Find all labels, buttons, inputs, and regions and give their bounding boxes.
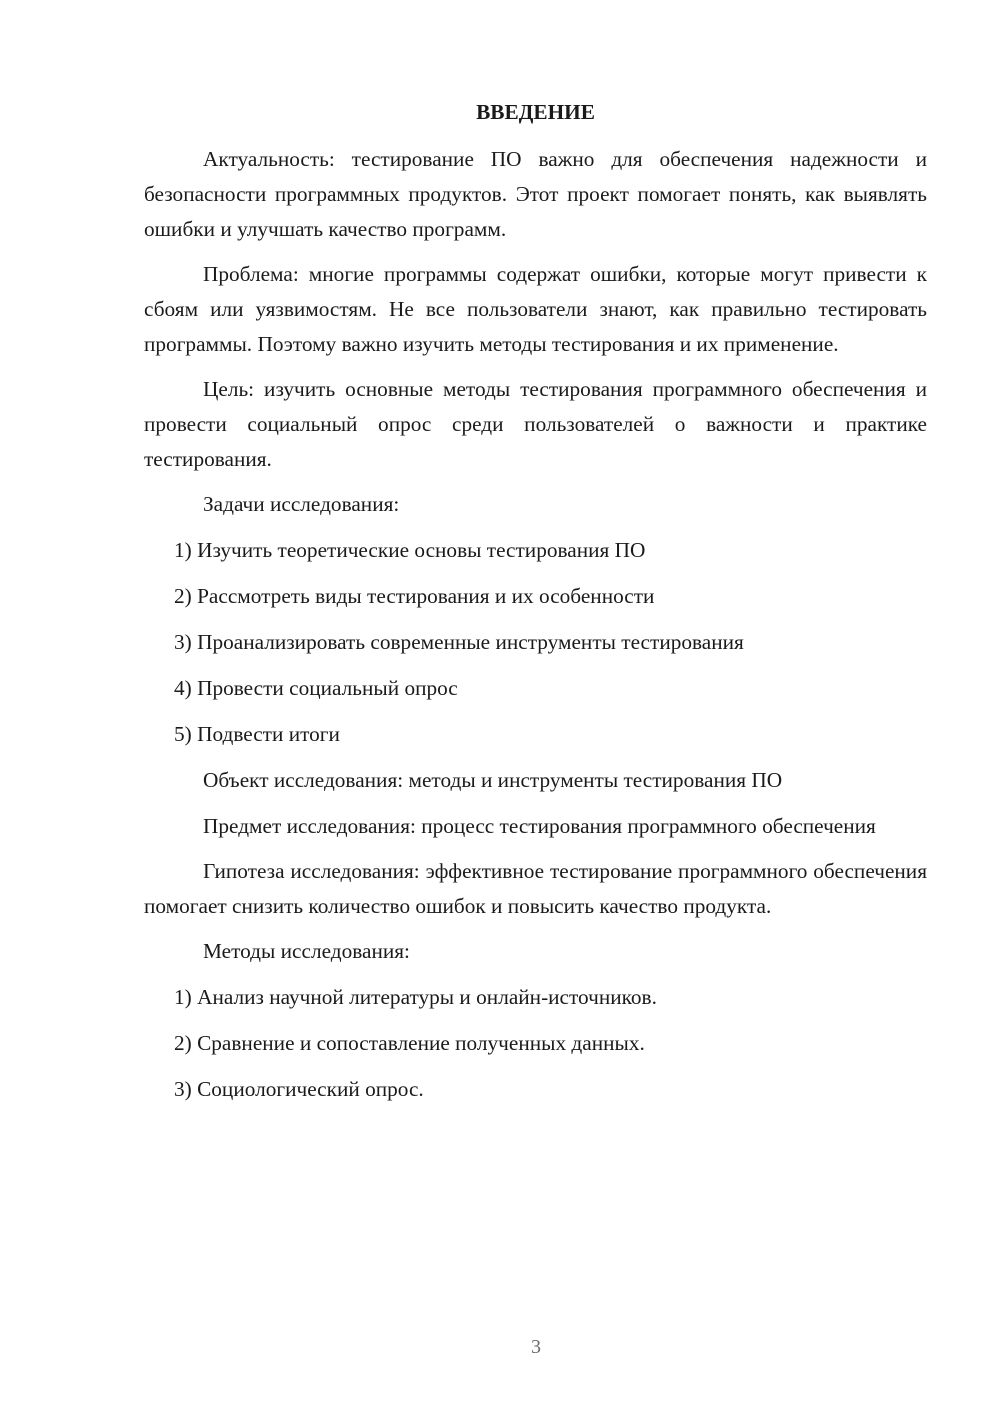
page-body [144, 142, 927, 1107]
list-item: 1) Анализ научной литературы и онлайн-источников. [174, 985, 657, 1009]
page-number: 3 [531, 1336, 541, 1358]
tasks-list [144, 533, 927, 752]
methods-list [144, 980, 927, 1107]
list-item: 5) Подвести итоги [174, 722, 340, 746]
paragraph-relevance: Актуальность: тестирование ПО важно для обеспечения надежности и безопасности программных продуктов. Этот проект помогает понять, как выявлять ошибки и улучшать качество программ. [144, 147, 927, 241]
list-item: 2) Сравнение и сопоставление полученных данных. [174, 1031, 645, 1055]
paragraph-object: Объект исследования: методы и инструменты тестирования ПО [203, 768, 783, 792]
paragraph-hypothesis: Гипотеза исследования: эффективное тестирование программного обеспечения помогает снизить количество ошибок и повысить качество продукта. [144, 859, 927, 918]
list-item: 3) Проанализировать современные инструменты тестирования [174, 630, 744, 654]
list-item: 2) Рассмотреть виды тестирования и их особенности [174, 584, 655, 608]
paragraph-goal: Цель: изучить основные методы тестирования программного обеспечения и провести социальный опрос среди пользователей о важности и практике тестирования. [144, 377, 927, 471]
page-title: ВВЕДЕНИЕ [476, 100, 595, 124]
list-item: 1) Изучить теоретические основы тестирования ПО [174, 538, 646, 562]
paragraph-subject: Предмет исследования: процесс тестирования программного обеспечения [203, 814, 876, 838]
tasks-heading: Задачи исследования: [203, 492, 400, 516]
paragraph-problem: Проблема: многие программы содержат ошибки, которые могут привести к сбоям или уязвимостям. Не все пользователи знают, как правильно тестировать программы. Поэтому важно изучить методы тестирования и их применение. [144, 262, 927, 356]
methods-heading: Методы исследования: [203, 939, 410, 963]
list-item: 3) Социологический опрос. [174, 1077, 424, 1101]
list-item: 4) Провести социальный опрос [174, 676, 458, 700]
